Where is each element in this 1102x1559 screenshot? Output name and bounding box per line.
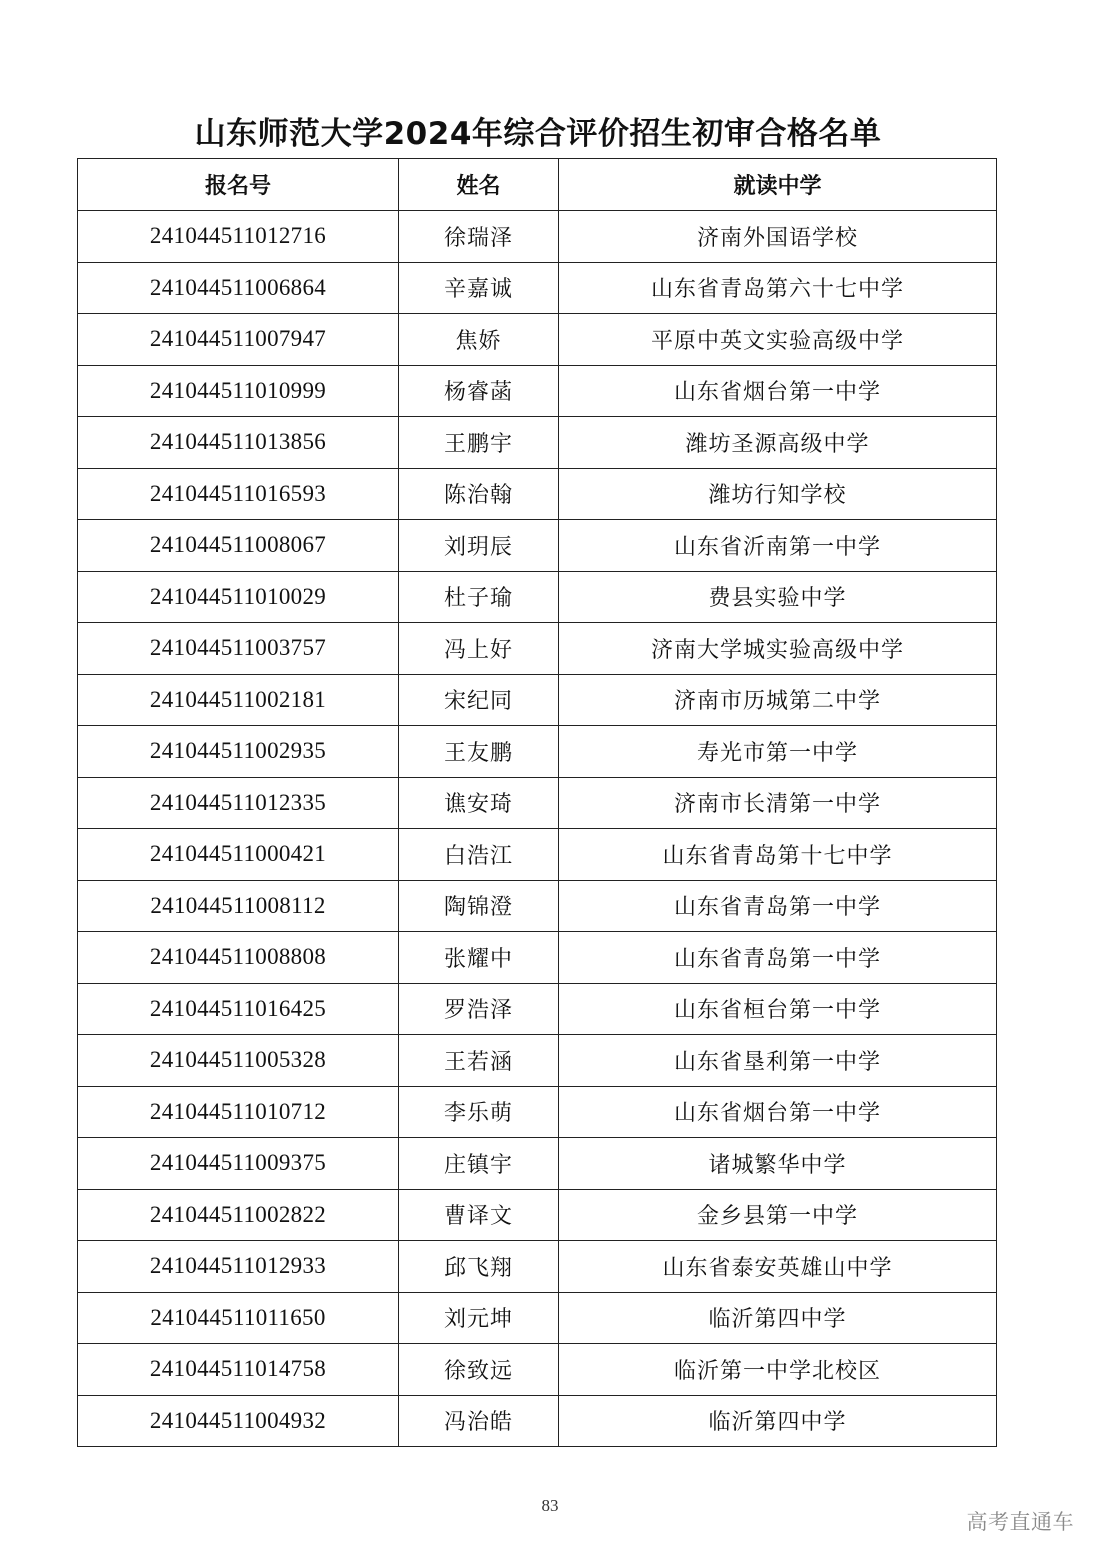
table-row xyxy=(78,1241,997,1293)
student-name-cell: 杜子瑜 xyxy=(399,571,559,623)
student-name-cell: 焦娇 xyxy=(399,314,559,366)
school-name-cell: 山东省垦利第一中学 xyxy=(559,1035,997,1087)
student-name-cell: 刘玥辰 xyxy=(399,520,559,572)
table-row xyxy=(78,417,997,469)
table-row xyxy=(78,1344,997,1396)
registration-number-cell: 241044511016593 xyxy=(78,468,399,520)
registration-number-cell: 241044511003757 xyxy=(78,623,399,675)
admission-list-table xyxy=(77,158,997,1447)
page-number: 83 xyxy=(541,1496,559,1515)
table-row xyxy=(78,777,997,829)
student-name-cell: 曹译文 xyxy=(399,1189,559,1241)
school-name-cell: 潍坊行知学校 xyxy=(559,468,997,520)
registration-number-cell: 241044511010712 xyxy=(78,1086,399,1138)
student-name-cell: 王友鹏 xyxy=(399,726,559,778)
school-name-cell: 金乡县第一中学 xyxy=(559,1189,997,1241)
registration-number-cell: 241044511002181 xyxy=(78,674,399,726)
table-row xyxy=(78,262,997,314)
table-row xyxy=(78,1086,997,1138)
student-name-cell: 王鹏宇 xyxy=(399,417,559,469)
table-row xyxy=(78,571,997,623)
school-name-cell: 费县实验中学 xyxy=(559,571,997,623)
student-name-cell: 宋纪同 xyxy=(399,674,559,726)
school-name-cell: 山东省青岛第一中学 xyxy=(559,880,997,932)
registration-number-cell: 241044511008808 xyxy=(78,932,399,984)
school-name-cell: 山东省青岛第一中学 xyxy=(559,932,997,984)
table-row xyxy=(78,365,997,417)
school-name-cell: 临沂第一中学北校区 xyxy=(559,1344,997,1396)
header-name: 姓名 xyxy=(399,159,559,211)
table-body xyxy=(78,211,997,1447)
registration-number-cell: 241044511014758 xyxy=(78,1344,399,1396)
school-name-cell: 寿光市第一中学 xyxy=(559,726,997,778)
watermark-text: 高考直通车 xyxy=(966,1510,1074,1534)
registration-number-cell: 241044511000421 xyxy=(78,829,399,881)
student-name-cell: 王若涵 xyxy=(399,1035,559,1087)
registration-number-cell: 241044511004932 xyxy=(78,1395,399,1447)
school-name-cell: 临沂第四中学 xyxy=(559,1292,997,1344)
table-row xyxy=(78,520,997,572)
school-name-cell: 山东省桓台第一中学 xyxy=(559,983,997,1035)
student-name-cell: 白浩江 xyxy=(399,829,559,881)
registration-number-cell: 241044511012716 xyxy=(78,211,399,263)
registration-number-cell: 241044511012933 xyxy=(78,1241,399,1293)
table-row xyxy=(78,726,997,778)
school-name-cell: 平原中英文实验高级中学 xyxy=(559,314,997,366)
table-row xyxy=(78,983,997,1035)
registration-number-cell: 241044511010029 xyxy=(78,571,399,623)
registration-number-cell: 241044511008067 xyxy=(78,520,399,572)
student-name-cell: 杨睿菡 xyxy=(399,365,559,417)
table-row xyxy=(78,1395,997,1447)
table-row xyxy=(78,1138,997,1190)
registration-number-cell: 241044511010999 xyxy=(78,365,399,417)
table-row xyxy=(78,623,997,675)
table-row xyxy=(78,1189,997,1241)
registration-number-cell: 241044511002935 xyxy=(78,726,399,778)
school-name-cell: 诸城繁华中学 xyxy=(559,1138,997,1190)
table-row xyxy=(78,211,997,263)
school-name-cell: 济南大学城实验高级中学 xyxy=(559,623,997,675)
student-name-cell: 陈治翰 xyxy=(399,468,559,520)
document-title: 山东师范大学2024年综合评价招生初审合格名单 xyxy=(194,116,882,152)
registration-number-cell: 241044511011650 xyxy=(78,1292,399,1344)
student-name-cell: 辛嘉诚 xyxy=(399,262,559,314)
header-school: 就读中学 xyxy=(559,159,997,211)
school-name-cell: 济南市历城第二中学 xyxy=(559,674,997,726)
school-name-cell: 山东省青岛第六十七中学 xyxy=(559,262,997,314)
table-row xyxy=(78,468,997,520)
school-name-cell: 山东省沂南第一中学 xyxy=(559,520,997,572)
school-name-cell: 山东省青岛第十七中学 xyxy=(559,829,997,881)
student-name-cell: 冯上好 xyxy=(399,623,559,675)
table-row xyxy=(78,932,997,984)
table-row xyxy=(78,674,997,726)
student-name-cell: 张耀中 xyxy=(399,932,559,984)
table-row xyxy=(78,880,997,932)
student-name-cell: 徐瑞泽 xyxy=(399,211,559,263)
school-name-cell: 济南市长清第一中学 xyxy=(559,777,997,829)
student-name-cell: 庄镇宇 xyxy=(399,1138,559,1190)
student-name-cell: 罗浩泽 xyxy=(399,983,559,1035)
registration-number-cell: 241044511013856 xyxy=(78,417,399,469)
student-name-cell: 陶锦澄 xyxy=(399,880,559,932)
registration-number-cell: 241044511008112 xyxy=(78,880,399,932)
student-name-cell: 徐致远 xyxy=(399,1344,559,1396)
registration-number-cell: 241044511016425 xyxy=(78,983,399,1035)
table-row xyxy=(78,1292,997,1344)
registration-number-cell: 241044511009375 xyxy=(78,1138,399,1190)
school-name-cell: 潍坊圣源高级中学 xyxy=(559,417,997,469)
student-name-cell: 冯治皓 xyxy=(399,1395,559,1447)
school-name-cell: 山东省烟台第一中学 xyxy=(559,365,997,417)
registration-number-cell: 241044511012335 xyxy=(78,777,399,829)
school-name-cell: 山东省泰安英雄山中学 xyxy=(559,1241,997,1293)
table-row xyxy=(78,1035,997,1087)
student-name-cell: 邱飞翔 xyxy=(399,1241,559,1293)
student-name-cell: 谯安琦 xyxy=(399,777,559,829)
registration-number-cell: 241044511007947 xyxy=(78,314,399,366)
table-row xyxy=(78,829,997,881)
registration-number-cell: 241044511006864 xyxy=(78,262,399,314)
student-name-cell: 李乐萌 xyxy=(399,1086,559,1138)
registration-number-cell: 241044511002822 xyxy=(78,1189,399,1241)
table-header-row xyxy=(78,159,997,211)
table-row xyxy=(78,314,997,366)
header-registration-number: 报名号 xyxy=(78,159,399,211)
school-name-cell: 济南外国语学校 xyxy=(559,211,997,263)
registration-number-cell: 241044511005328 xyxy=(78,1035,399,1087)
school-name-cell: 临沂第四中学 xyxy=(559,1395,997,1447)
school-name-cell: 山东省烟台第一中学 xyxy=(559,1086,997,1138)
student-name-cell: 刘元坤 xyxy=(399,1292,559,1344)
